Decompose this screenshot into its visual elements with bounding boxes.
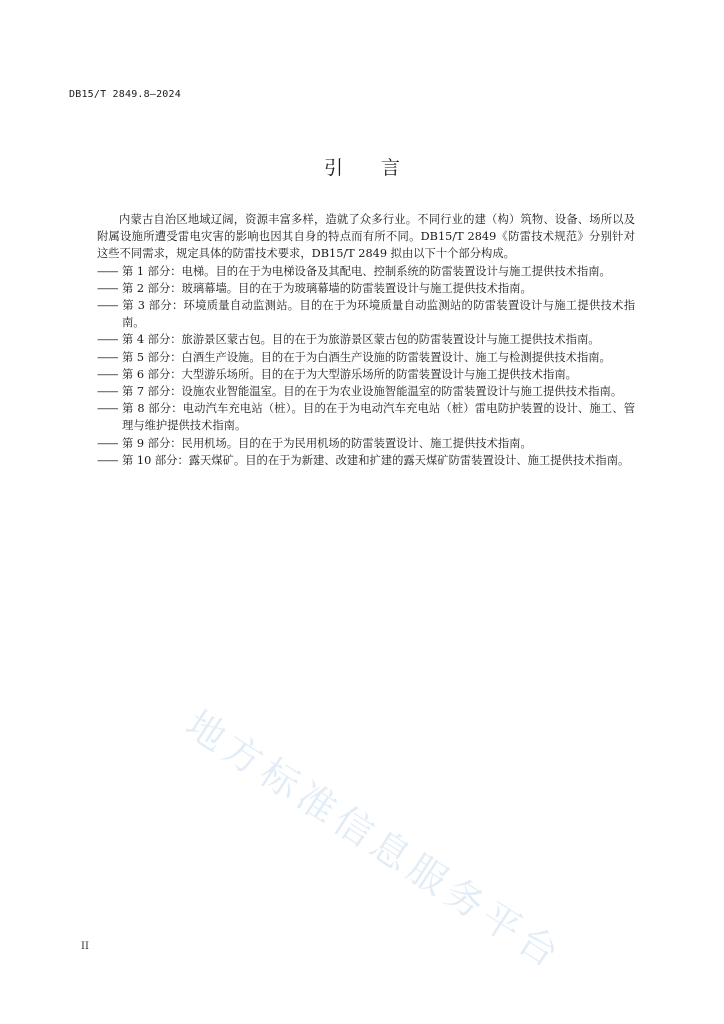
part-text: 第 5 部分：白酒生产设施。目的在于为白酒生产设施的防雷装置设计、施工与检测提供技术指南。 [122,350,611,364]
list-item [97,349,635,366]
list-item [97,280,635,297]
list-item [97,297,635,331]
standard-code: DB15/T 2849.8—2024 [69,89,181,100]
part-text: 第 2 部分：玻璃幕墙。目的在于为玻璃幕墙的防雷装置设计与施工提供技术指南。 [122,281,532,295]
part-text: 第 8 部分：电动汽车充电站（桩）。目的在于为电动汽车充电站（桩）雷电防护装置的设计、施工、管理与维护提供技术指南。 [122,402,635,433]
dash-marker: —— [97,453,118,467]
dash-marker: —— [97,281,118,295]
part-text: 第 6 部分：大型游乐场所。目的在于为大型游乐场所的防雷装置设计与施工提供技术指南。 [122,367,577,381]
list-item [97,400,635,434]
part-text: 第 9 部分：民用机场。目的在于为民用机场的防雷装置设计、施工提供技术指南。 [122,436,532,450]
dash-marker: —— [97,350,118,364]
dash-marker: —— [97,264,118,278]
part-text: 第 3 部分：环境质量自动监测站。目的在于为环境质量自动监测站的防雷装置设计与施工提供技术指南。 [122,299,635,330]
part-text: 第 1 部分：电梯。目的在于为电梯设备及其配电、控制系统的防雷装置设计与施工提供技术指南。 [122,264,611,278]
document-body [97,211,635,469]
part-text: 第 4 部分：旅游景区蒙古包。目的在于为旅游景区蒙古包的防雷装置设计与施工提供技术指南。 [122,333,600,347]
dash-marker: —— [97,385,118,399]
list-item [97,383,635,400]
page-title: 引言 [323,157,438,179]
part-text: 第 7 部分：设施农业智能温室。目的在于为农业设施智能温室的防雷装置设计与施工提供技术指南。 [122,385,623,399]
dash-marker: —— [97,367,118,381]
watermark: 地方标准信息服务平台 [178,701,572,979]
page-number: II [81,941,89,952]
dash-marker: —— [97,299,118,313]
intro-paragraph: 内蒙古自治区地域辽阔，资源丰富多样，造就了众多行业。不同行业的建（构）筑物、设备、场所以及附属设施所遭受雷电灾害的影响也因其自身的特点而有所不同。DB15/T 2849《防雷技术规范》分别针对这些不同需求，规定具体的防雷技术要求，DB15/T 2849 拟由以下十个部分构成。 [97,213,635,261]
dash-marker: —— [97,333,118,347]
list-item [97,366,635,383]
list-item [97,331,635,348]
list-item [97,263,635,280]
parts-list [97,263,635,469]
part-text: 第 10 部分：露天煤矿。目的在于为新建、改建和扩建的露天煤矿防雷装置设计、施工提供技术指南。 [122,453,630,467]
dash-marker: —— [97,436,118,450]
list-item [97,435,635,452]
list-item [97,452,635,469]
dash-marker: —— [97,402,118,416]
